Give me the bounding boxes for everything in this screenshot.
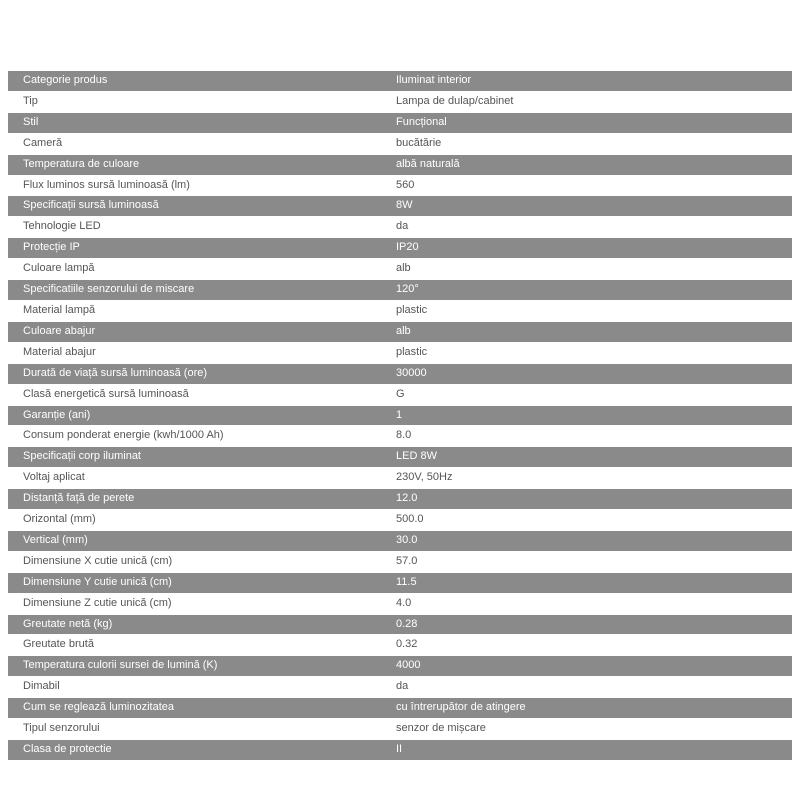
spec-label: Voltaj aplicat	[8, 468, 381, 489]
spec-label: Specificatiile senzorului de miscare	[8, 280, 381, 301]
spec-row	[8, 740, 792, 761]
spec-row	[8, 489, 792, 510]
spec-value: 8.0	[381, 426, 792, 447]
spec-label: Material abajur	[8, 342, 381, 363]
spec-value: Iluminat interior	[381, 71, 792, 91]
spec-label: Dimensiune X cutie unică (cm)	[8, 551, 381, 572]
spec-label: Vertical (mm)	[8, 530, 381, 551]
spec-value: 30000	[381, 363, 792, 384]
spec-label: Distanță față de perete	[8, 489, 381, 510]
spec-label: Consum ponderat energie (kwh/1000 Ah)	[8, 426, 381, 447]
spec-value: G	[381, 384, 792, 405]
spec-label: Temperatura culorii sursei de lumină (K)	[8, 656, 381, 677]
spec-label: Tehnologie LED	[8, 217, 381, 238]
spec-value: 4000	[381, 656, 792, 677]
specifications-table	[8, 71, 792, 761]
spec-row	[8, 112, 792, 133]
spec-row	[8, 175, 792, 196]
spec-value: 560	[381, 175, 792, 196]
spec-row	[8, 91, 792, 112]
spec-value: 1	[381, 405, 792, 426]
spec-row	[8, 196, 792, 217]
spec-row	[8, 635, 792, 656]
spec-value: IP20	[381, 238, 792, 259]
spec-row	[8, 614, 792, 635]
spec-label: Categorie produs	[8, 71, 381, 91]
spec-label: Greutate netă (kg)	[8, 614, 381, 635]
spec-label: Clasa de protectie	[8, 740, 381, 761]
spec-label: Temperatura de culoare	[8, 154, 381, 175]
spec-label: Tip	[8, 91, 381, 112]
specifications-table-body	[8, 71, 792, 760]
spec-row	[8, 426, 792, 447]
spec-row	[8, 342, 792, 363]
spec-label: Durată de viață sursă luminoasă (ore)	[8, 363, 381, 384]
spec-value: 57.0	[381, 551, 792, 572]
spec-label: Dimabil	[8, 677, 381, 698]
spec-row	[8, 572, 792, 593]
spec-value: bucătărie	[381, 133, 792, 154]
spec-value: II	[381, 740, 792, 761]
spec-value: 0.28	[381, 614, 792, 635]
spec-label: Greutate brută	[8, 635, 381, 656]
spec-row	[8, 698, 792, 719]
spec-row	[8, 71, 792, 91]
spec-value: plastic	[381, 342, 792, 363]
spec-value: 120°	[381, 280, 792, 301]
spec-value: albă naturală	[381, 154, 792, 175]
spec-row	[8, 719, 792, 740]
spec-row	[8, 405, 792, 426]
spec-label: Culoare abajur	[8, 321, 381, 342]
spec-value: Funcțional	[381, 112, 792, 133]
spec-value: da	[381, 217, 792, 238]
spec-row	[8, 217, 792, 238]
spec-row	[8, 238, 792, 259]
spec-label: Orizontal (mm)	[8, 510, 381, 531]
spec-value: 230V, 50Hz	[381, 468, 792, 489]
spec-label: Dimensiune Y cutie unică (cm)	[8, 572, 381, 593]
spec-value: plastic	[381, 300, 792, 321]
spec-row	[8, 363, 792, 384]
spec-label: Flux luminos sursă luminoasă (lm)	[8, 175, 381, 196]
spec-row	[8, 133, 792, 154]
spec-label: Stil	[8, 112, 381, 133]
spec-value: alb	[381, 259, 792, 280]
spec-label: Clasă energetică sursă luminoasă	[8, 384, 381, 405]
spec-label: Culoare lampă	[8, 259, 381, 280]
spec-value: 4.0	[381, 593, 792, 614]
spec-row	[8, 154, 792, 175]
spec-row	[8, 530, 792, 551]
spec-row	[8, 677, 792, 698]
spec-value: 0.32	[381, 635, 792, 656]
spec-value: da	[381, 677, 792, 698]
spec-value: 8W	[381, 196, 792, 217]
spec-label: Cameră	[8, 133, 381, 154]
spec-row	[8, 300, 792, 321]
spec-label: Cum se reglează luminozitatea	[8, 698, 381, 719]
spec-row	[8, 510, 792, 531]
spec-row	[8, 280, 792, 301]
spec-row	[8, 593, 792, 614]
spec-value: alb	[381, 321, 792, 342]
spec-row	[8, 551, 792, 572]
spec-value: Lampa de dulap/cabinet	[381, 91, 792, 112]
spec-row	[8, 259, 792, 280]
spec-value: cu întrerupător de atingere	[381, 698, 792, 719]
spec-label: Specificații corp iluminat	[8, 447, 381, 468]
spec-row	[8, 384, 792, 405]
spec-label: Garanție (ani)	[8, 405, 381, 426]
spec-value: 12.0	[381, 489, 792, 510]
spec-row	[8, 468, 792, 489]
spec-label: Material lampă	[8, 300, 381, 321]
spec-row	[8, 656, 792, 677]
spec-label: Dimensiune Z cutie unică (cm)	[8, 593, 381, 614]
spec-row	[8, 447, 792, 468]
spec-value: senzor de mișcare	[381, 719, 792, 740]
spec-value: 11.5	[381, 572, 792, 593]
spec-label: Tipul senzorului	[8, 719, 381, 740]
spec-value: 30.0	[381, 530, 792, 551]
spec-label: Protecție IP	[8, 238, 381, 259]
spec-value: LED 8W	[381, 447, 792, 468]
spec-label: Specificații sursă luminoasă	[8, 196, 381, 217]
spec-row	[8, 321, 792, 342]
spec-value: 500.0	[381, 510, 792, 531]
